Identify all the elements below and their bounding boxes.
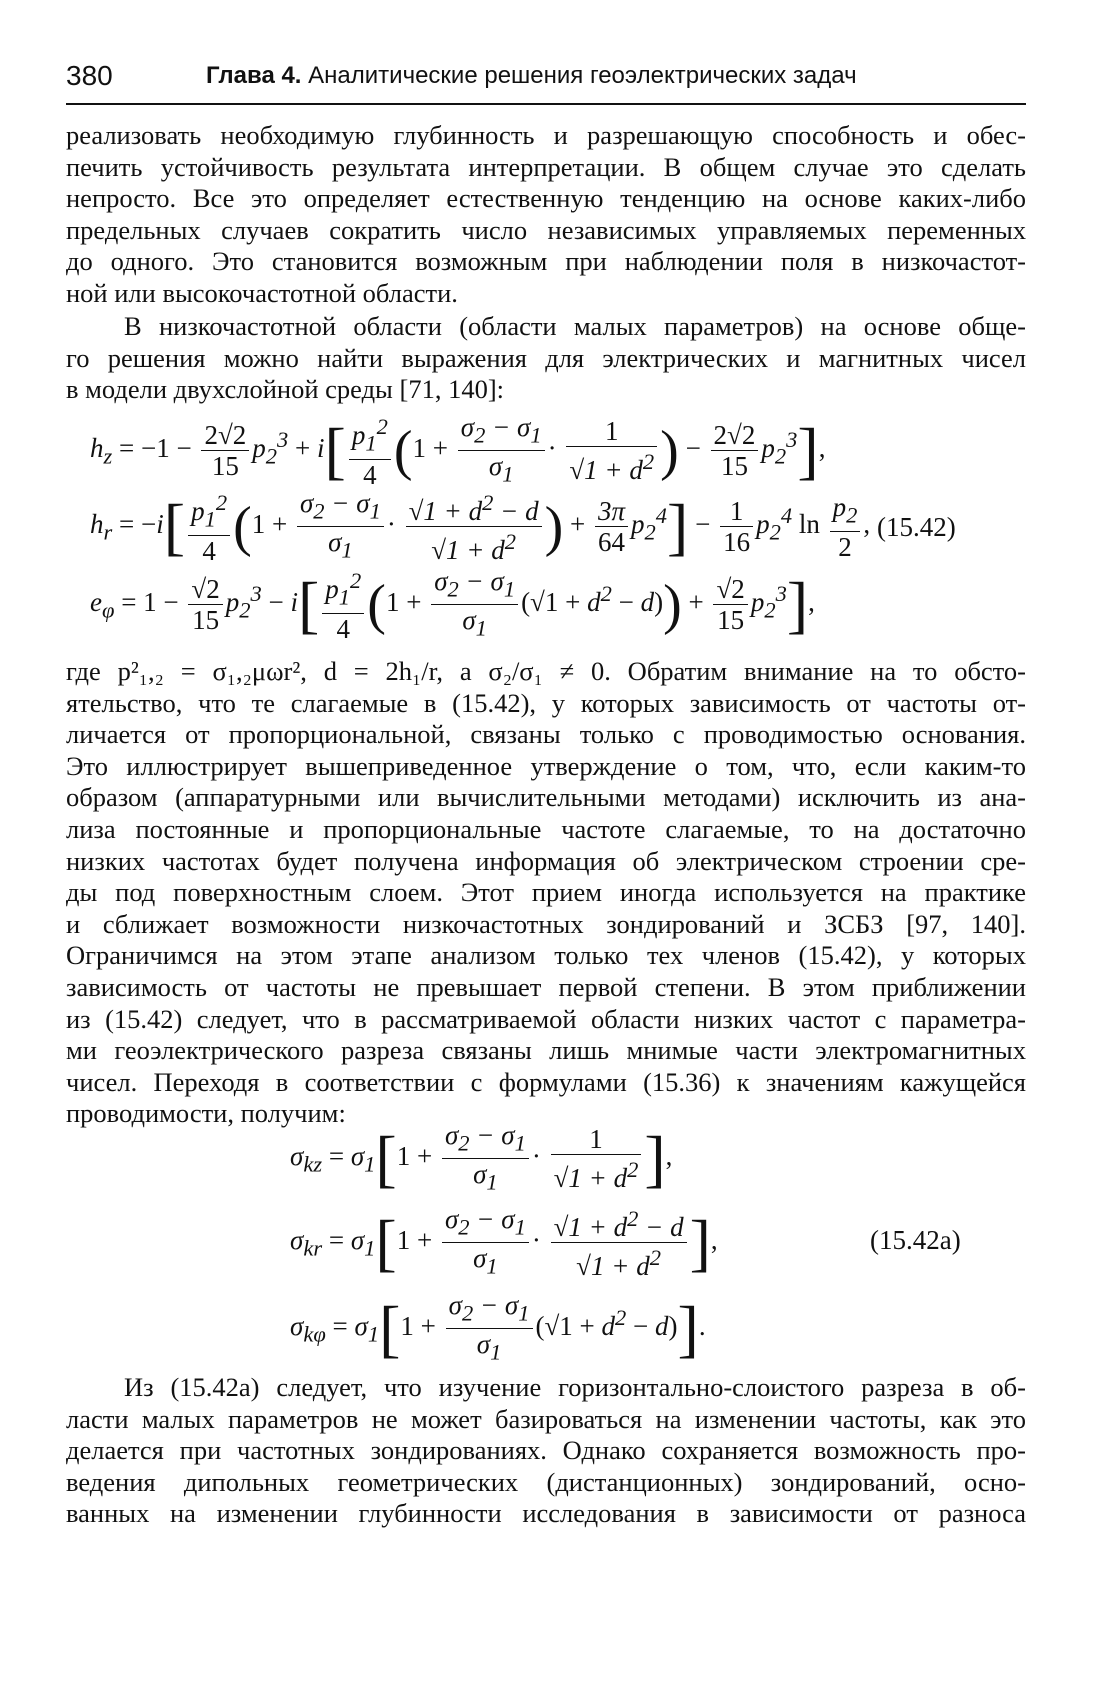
paragraph-4 xyxy=(66,1372,1026,1530)
equation-number: (15.42a) xyxy=(870,1225,961,1255)
text-line: образом (аппаратурными или вычислительными методами) исключить из ана- xyxy=(66,782,1026,813)
equation-sigma-kphi: $\sigma_{k\varphi} = \sigma_1[1$ + $\frac{\sigma_2 - \sigma_1}{\sigma_1}$ $(√1 + d^2 - d)$]. xyxy=(290,1290,706,1365)
text-line: ванных на изменении глубинности исследования в зависимости от разноса xyxy=(66,1498,1026,1529)
equation-ephi: $e_\varphi = 1$ − $\frac{√2}{15}$ $p_2^3 - i$[ $\frac{p_1^2}{4}$ (1 + $\frac{\sigma_2 - \sigma_1}{\sigma_1}$ $(√1 + d^2 - d)$) + $\frac{√2}{15}$ $p_2^3$], xyxy=(90,566,815,644)
text-line: до одного. Это становится возможным при наблюдении поля в низкочастот- xyxy=(66,246,1026,277)
text-line: непросто. Все это определяет естественную тенденцию на основе каких-либо xyxy=(66,183,1026,214)
text-line: из (15.42) следует, что в рассматриваемой области низких частот с параметра- xyxy=(66,1003,1026,1034)
text-line: где p²₁,₂ = σ₁,₂μωr², d = 2h₁/r, а σ₂/σ₁ ≠ 0. Обратим внимание на то обсто- xyxy=(66,656,1026,686)
text-line: ласти малых параметров не может базироваться на изменении частоты, как это xyxy=(66,1403,1026,1434)
running-header xyxy=(66,58,1026,102)
header-rule xyxy=(66,103,1026,105)
equation-hz: $h_z = -1$ − $\frac{2√2}{15}$ $p_2^3 + i$[ $\frac{p_1^2}{4}$ (1 + $\frac{\sigma_2 - \sigma_1}{\sigma_1}$ · $\frac{1}{√1 + d^2}$ ) − $\frac{2√2}{15}$ $p_2^3$], xyxy=(90,412,826,490)
text-line: проводимости, получим: xyxy=(66,1098,346,1129)
paragraph-2 xyxy=(66,311,1026,406)
text-line: ной или высокочастотной области. xyxy=(66,277,458,308)
text-line: ми геоэлектрического разреза связаны лишь мнимые части электромагнитных xyxy=(66,1035,1026,1066)
text-line: го решения можно найти выражения для электрических и магнитных чисел xyxy=(66,342,1026,373)
text-line: зависимость от частоты не превышает первой степени. В этом приближении xyxy=(66,971,1026,1002)
text-line: печить устойчивость результата интерпретации. В общем случае это сделать xyxy=(66,151,1026,182)
paragraph-3 xyxy=(66,656,1026,1130)
text-line: Из (15.42a) следует, что изучение горизонтально-слоистого разреза в об- xyxy=(124,1372,1026,1402)
text-line: лиза постоянные и пропорциональные частоте слагаемые, то на достаточно xyxy=(66,813,1026,844)
equation-sigma-kr: $\sigma_{kr} = \sigma_1[1$ + $\frac{\sigma_2 - \sigma_1}{\sigma_1}$ · $\frac{√1 + d^2 - d}{√1 + d^2}$ ], xyxy=(290,1204,718,1282)
text-line: Ограничимся на этом этапе анализом только тех членов (15.42), у которых xyxy=(66,940,1026,971)
text-line: В низкочастотной области (области малых параметров) на основе обще- xyxy=(124,311,1026,341)
text-line: ятельство, что те слагаемые в (15.42), у которых зависимость от частоты от- xyxy=(66,687,1026,718)
text-line: делается при частотных зондированиях. Однако сохраняется возможность про- xyxy=(66,1435,1026,1466)
text-line: чисел. Переходя в соответствии с формулами (15.36) к значениям кажущейся xyxy=(66,1066,1026,1097)
equation-number: (15.42) xyxy=(877,512,956,542)
page-number: 380 xyxy=(66,60,113,91)
text-line: реализовать необходимую глубинность и разрешающую способность и обес- xyxy=(66,120,1026,150)
chapter-label: Глава 4. xyxy=(206,62,302,89)
equation-sigma-kz: $\sigma_{kz} = \sigma_1[1$ + $\frac{\sigma_2 - \sigma_1}{\sigma_1}$ · $\frac{1}{√1 + d^2}$ ], xyxy=(290,1120,673,1195)
text-line: низких частотах будет получена информация об электрическом строении сре- xyxy=(66,845,1026,876)
paragraph-1 xyxy=(66,120,1026,310)
equation-hr: $h_r = -i$[ $\frac{p_1^2}{4}$ (1 + $\frac{\sigma_2 - \sigma_1}{\sigma_1}$ · $\frac{√1 + d^2 - d}{√1 + d^2}$ ) + $\frac{3\pi}{64}$ $p_2^4$] − $\frac{1}{16}$ $p_2^4$ ln $\frac{p_2}{2}$ , xyxy=(90,488,871,566)
text-line: предельных случаев сократить число независимых управляемых переменных xyxy=(66,214,1026,245)
text-line: и сближает возможности низкочастотных зондирований и ЗСБЗ [97, 140]. xyxy=(66,908,1026,939)
text-line: личается от пропорциональной, связаны только с проводимостью основания. xyxy=(66,719,1026,750)
text-line: ды под поверхностным слоем. Этот прием иногда используется на практике xyxy=(66,877,1026,908)
chapter-title: Аналитические решения геоэлектрических задач xyxy=(308,62,857,89)
text-line: Это иллюстрирует вышеприведенное утверждение о том, что, если каким-то xyxy=(66,750,1026,781)
text-line: в модели двухслойной среды [71, 140]: xyxy=(66,374,505,405)
chapter-heading xyxy=(206,62,857,90)
text-line: ведения дипольных геометрических (дистанционных) зондирований, осно- xyxy=(66,1466,1026,1497)
